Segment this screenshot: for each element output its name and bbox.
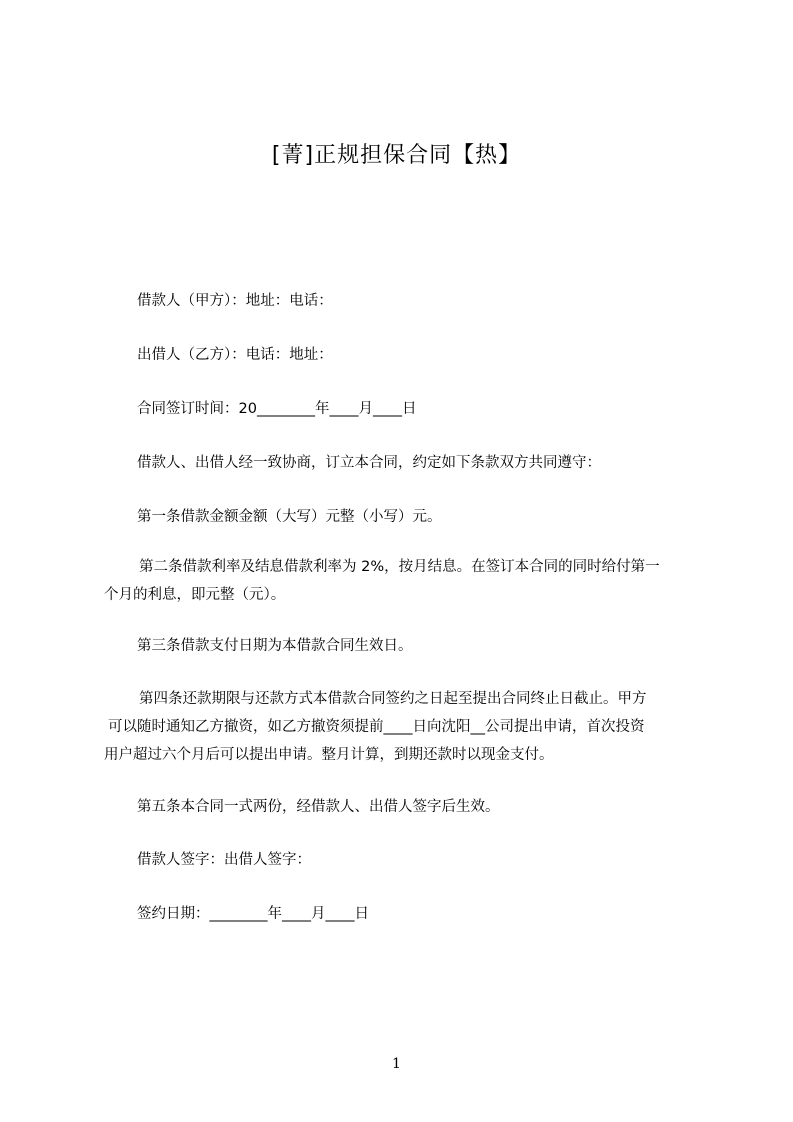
text-line: 可以随时通知乙方撤资，如乙方撤资须提前____日向沈阳__公司提出申请，首次投资	[108, 719, 645, 735]
article-3-paragraph	[104, 632, 704, 660]
text-line: 签约日期：________年____月____日	[137, 906, 369, 922]
signatures-line	[104, 846, 704, 874]
text-line: 合同签订时间：20________年____月____日	[137, 401, 417, 417]
page-number: 1	[392, 1056, 401, 1072]
article-2-paragraph	[104, 553, 704, 609]
text-line: 用户超过六个月后可以提出申请。整月计算，到期还款时以现金支付。	[104, 747, 554, 763]
preamble-paragraph	[104, 449, 704, 477]
sign-date-line	[104, 900, 704, 928]
document-title: [菁]正规担保合同【热】	[271, 143, 522, 168]
text-line: 出借人（乙方）：电话：地址：	[137, 347, 333, 363]
lender-line	[104, 341, 704, 369]
text-line: 借款人签字：出借人签字：	[137, 852, 311, 868]
text-line: 第一条借款金额金额（大写）元整（小写）元。	[137, 509, 442, 525]
text-line: 个月的利息，即元整（元）。	[104, 587, 286, 603]
text-line: 第三条借款支付日期为本借款合同生效日。	[137, 638, 413, 654]
text-line: 借款人、出借人经一致协商，订立本合同，约定如下条款双方共同遵守：	[137, 455, 601, 471]
text-line: 第四条还款期限与还款方式本借款合同签约之日起至提出合同终止日截止。甲方	[139, 691, 647, 707]
article-5-paragraph	[104, 793, 704, 821]
text-line: 借款人（甲方）：地址：电话：	[137, 293, 333, 309]
article-1-paragraph	[104, 503, 704, 531]
sign-time-line	[104, 395, 704, 423]
text-line: 第二条借款利率及结息借款利率为 2%，按月结息。在签订本合同的同时给付第一	[139, 559, 660, 575]
text-line: 第五条本合同一式两份，经借款人、出借人签字后生效。	[137, 799, 500, 815]
article-4-paragraph	[104, 685, 704, 769]
borrower-line	[104, 287, 704, 315]
